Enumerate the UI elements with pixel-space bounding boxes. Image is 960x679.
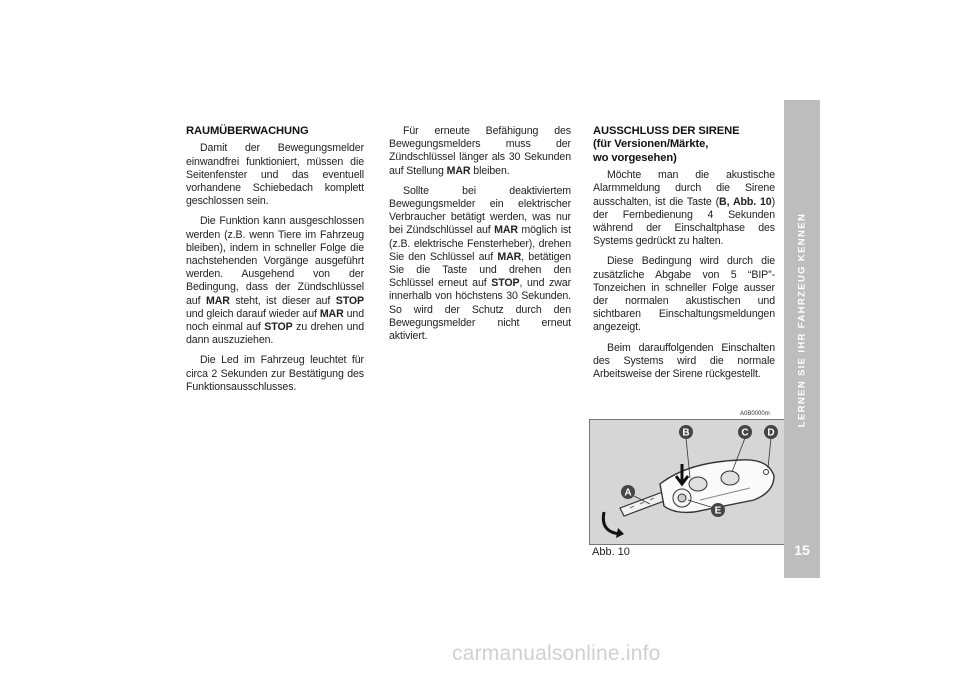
column-3 (593, 125, 775, 388)
figure-code: A0B0000m (740, 411, 770, 417)
paragraph: Möchte man die akustische Alarmmeldung durch die Sirene ausschalten, ist die Taste (B, Abb. 10) der Fernbedienung 4 Sekunden während der Einschaltphase des Systems gedrückt zu halten. (593, 169, 775, 248)
page-number: 15 (794, 542, 810, 558)
paragraph: Sollte bei deaktiviertem Bewegungsmelder ein elektrischer Verbraucher betätigt werden, was nur bei Zündschlüssel auf MAR möglich ist (z.B. elektrische Fensterheber), drehen Sie den Schlüssel auf MAR, betätigen Sie die Taste und drehen den Schlüssel erneut auf STOP, und zwar innerhalb von höchstens 30 Sekunden. So wird der Schutz durch den Bewegungsmelder nicht erneut aktiviert. (389, 184, 571, 343)
paragraph: Die Funktion kann ausgeschlossen werden (z.B. wenn Tiere im Fahrzeug bleiben), indem in schneller Folge die nachstehenden Vorgänge ausgeführt werden. Ausgehend von der Bedingung, dass der Zündschlüssel auf MAR steht, ist dieser auf STOP und gleich darauf wieder auf MAR und noch einmal auf STOP zu drehen und dann auszuziehen. (186, 215, 364, 347)
paragraph: Diese Bedingung wird durch die zusätzliche Abgabe von 5 “BIP”-Tonzeichen in schneller Folge ausser der normalen akustischen und sichtbaren Einschaltungsmeldungen angezeigt. (593, 255, 775, 334)
figure-caption: Abb. 10 (592, 546, 630, 558)
section-subheading: (für Versionen/Märkte, (593, 138, 709, 151)
chapter-sidebar (784, 100, 820, 578)
label-d: D (767, 427, 775, 439)
key-fob-figure (589, 419, 785, 545)
section-heading: RAUMÜBERWACHUNG (186, 125, 309, 137)
paragraph: Für erneute Befähigung des Bewegungsmelders muss der Zündschlüssel länger als 30 Sekunden auf Stellung MAR bleiben. (389, 125, 571, 177)
label-e: E (714, 505, 722, 517)
label-a: A (624, 487, 632, 499)
label-b: B (682, 427, 690, 439)
paragraph: Beim darauffolgenden Einschalten des Systems wird die normale Arbeitsweise der Sirene rückgestellt. (593, 341, 775, 381)
column-2 (389, 125, 571, 350)
paragraph: Die Led im Fahrzeug leuchtet für circa 2 Sekunden zur Bestätigung des Funktionsausschlusses. (186, 354, 364, 393)
section-subheading: wo vorgesehen) (593, 151, 677, 164)
paragraph: Damit der Bewegungsmelder einwandfrei funktioniert, müssen die Seitenfenster und das eventuell vorhandene Schiebedach komplett geschlossen sein. (186, 142, 364, 208)
section-heading: AUSSCHLUSS DER SIRENE (593, 125, 740, 137)
label-c: C (741, 427, 749, 439)
chapter-title: LERNEN SIE IHR FAHRZEUG KENNEN (796, 212, 808, 428)
key-fob-illustration (590, 420, 784, 544)
column-1 (186, 125, 364, 401)
watermark: carmanualsonline.info (452, 642, 661, 665)
